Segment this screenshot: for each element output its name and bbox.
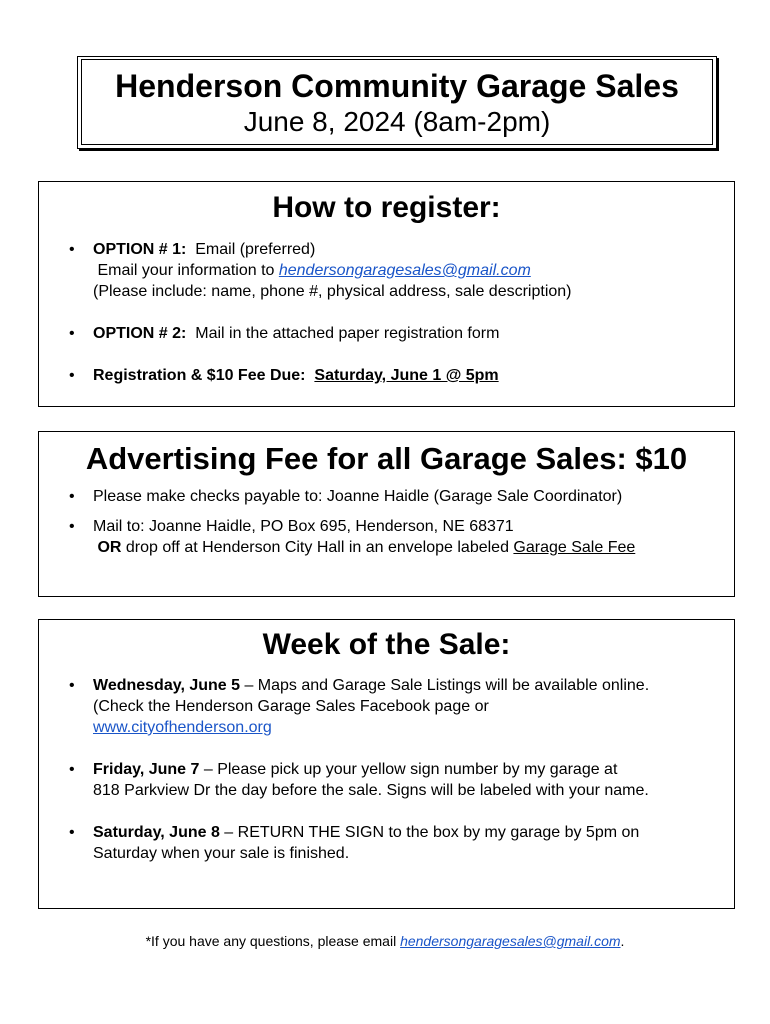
week-heading: Week of the Sale: <box>262 628 511 661</box>
list-item-option2 <box>39 323 734 344</box>
option1-line3: (Please include: name, phone #, physical address, sale description) <box>93 283 572 300</box>
bullet-icon: • <box>69 518 75 535</box>
sat-label: Saturday, June 8 <box>93 824 220 841</box>
due-label: Registration & $10 Fee Due: <box>93 367 306 384</box>
option2-label: OPTION # 2: <box>93 325 187 342</box>
fri-label: Friday, June 7 <box>93 761 200 778</box>
dropoff-text: drop off at Henderson City Hall in an envelope labeled <box>121 539 514 556</box>
sat-line2: Saturday when your sale is finished. <box>93 845 350 862</box>
page-title: Henderson Community Garage Sales <box>115 68 679 104</box>
list-item-mail <box>39 516 734 558</box>
mail-text: Mail to: Joanne Haidle, PO Box 695, Henderson, NE 68371 <box>93 518 514 535</box>
advertising-section <box>38 431 735 597</box>
title-box <box>77 56 717 149</box>
advertising-list <box>39 486 734 558</box>
register-list <box>39 239 734 386</box>
bullet-icon: • <box>69 367 75 384</box>
footer-note <box>0 932 770 950</box>
title-inner-frame <box>81 59 713 145</box>
week-section <box>38 619 735 909</box>
option2-text: Mail in the attached paper registration form <box>195 325 500 342</box>
city-website-link[interactable]: www.cityofhenderson.org <box>93 719 272 736</box>
option1-line2: Email your information to <box>97 262 279 279</box>
bullet-icon: • <box>69 241 75 258</box>
list-item-friday <box>39 759 734 801</box>
bullet-icon: • <box>69 325 75 342</box>
bullet-icon: • <box>69 488 75 505</box>
sat-text: – RETURN THE SIGN to the box by my garage by 5pm on <box>219 824 640 841</box>
list-item-option1 <box>39 239 734 302</box>
list-item-checks <box>39 486 734 507</box>
wed-line2: (Check the Henderson Garage Sales Facebook page or <box>93 698 489 715</box>
list-item-due <box>39 365 734 386</box>
list-item-wednesday <box>39 675 734 738</box>
bullet-icon: • <box>69 761 75 778</box>
list-item-saturday <box>39 822 734 864</box>
footer-prefix: *If you have any questions, please email <box>145 933 401 949</box>
bullet-icon: • <box>69 824 75 841</box>
footer-suffix: . <box>620 933 625 949</box>
bullet-icon: • <box>69 677 75 694</box>
wed-text: – Maps and Garage Sale Listings will be available online. <box>240 677 650 694</box>
footer-email-link[interactable]: hendersongaragesales@gmail.com <box>400 933 621 949</box>
option1-text: Email (preferred) <box>195 241 316 258</box>
email-link[interactable]: hendersongaragesales@gmail.com <box>278 262 531 279</box>
wed-label: Wednesday, June 5 <box>93 677 241 694</box>
event-date: June 8, 2024 (8am-2pm) <box>243 106 551 137</box>
checks-text: Please make checks payable to: Joanne Haidle (Garage Sale Coordinator) <box>93 488 623 505</box>
advertising-heading: Advertising Fee for all Garage Sales: $10 <box>85 441 688 476</box>
envelope-label: Garage Sale Fee <box>513 539 636 556</box>
register-heading: How to register: <box>272 191 501 224</box>
fri-line2: 818 Parkview Dr the day before the sale. Signs will be labeled with your name. <box>93 782 649 799</box>
register-section <box>38 181 735 407</box>
or-label: OR <box>97 539 122 556</box>
option1-label: OPTION # 1: <box>93 241 187 258</box>
due-date: Saturday, June 1 @ 5pm <box>314 367 499 384</box>
fri-text: – Please pick up your yellow sign number by my garage at <box>199 761 618 778</box>
week-list <box>39 675 734 864</box>
